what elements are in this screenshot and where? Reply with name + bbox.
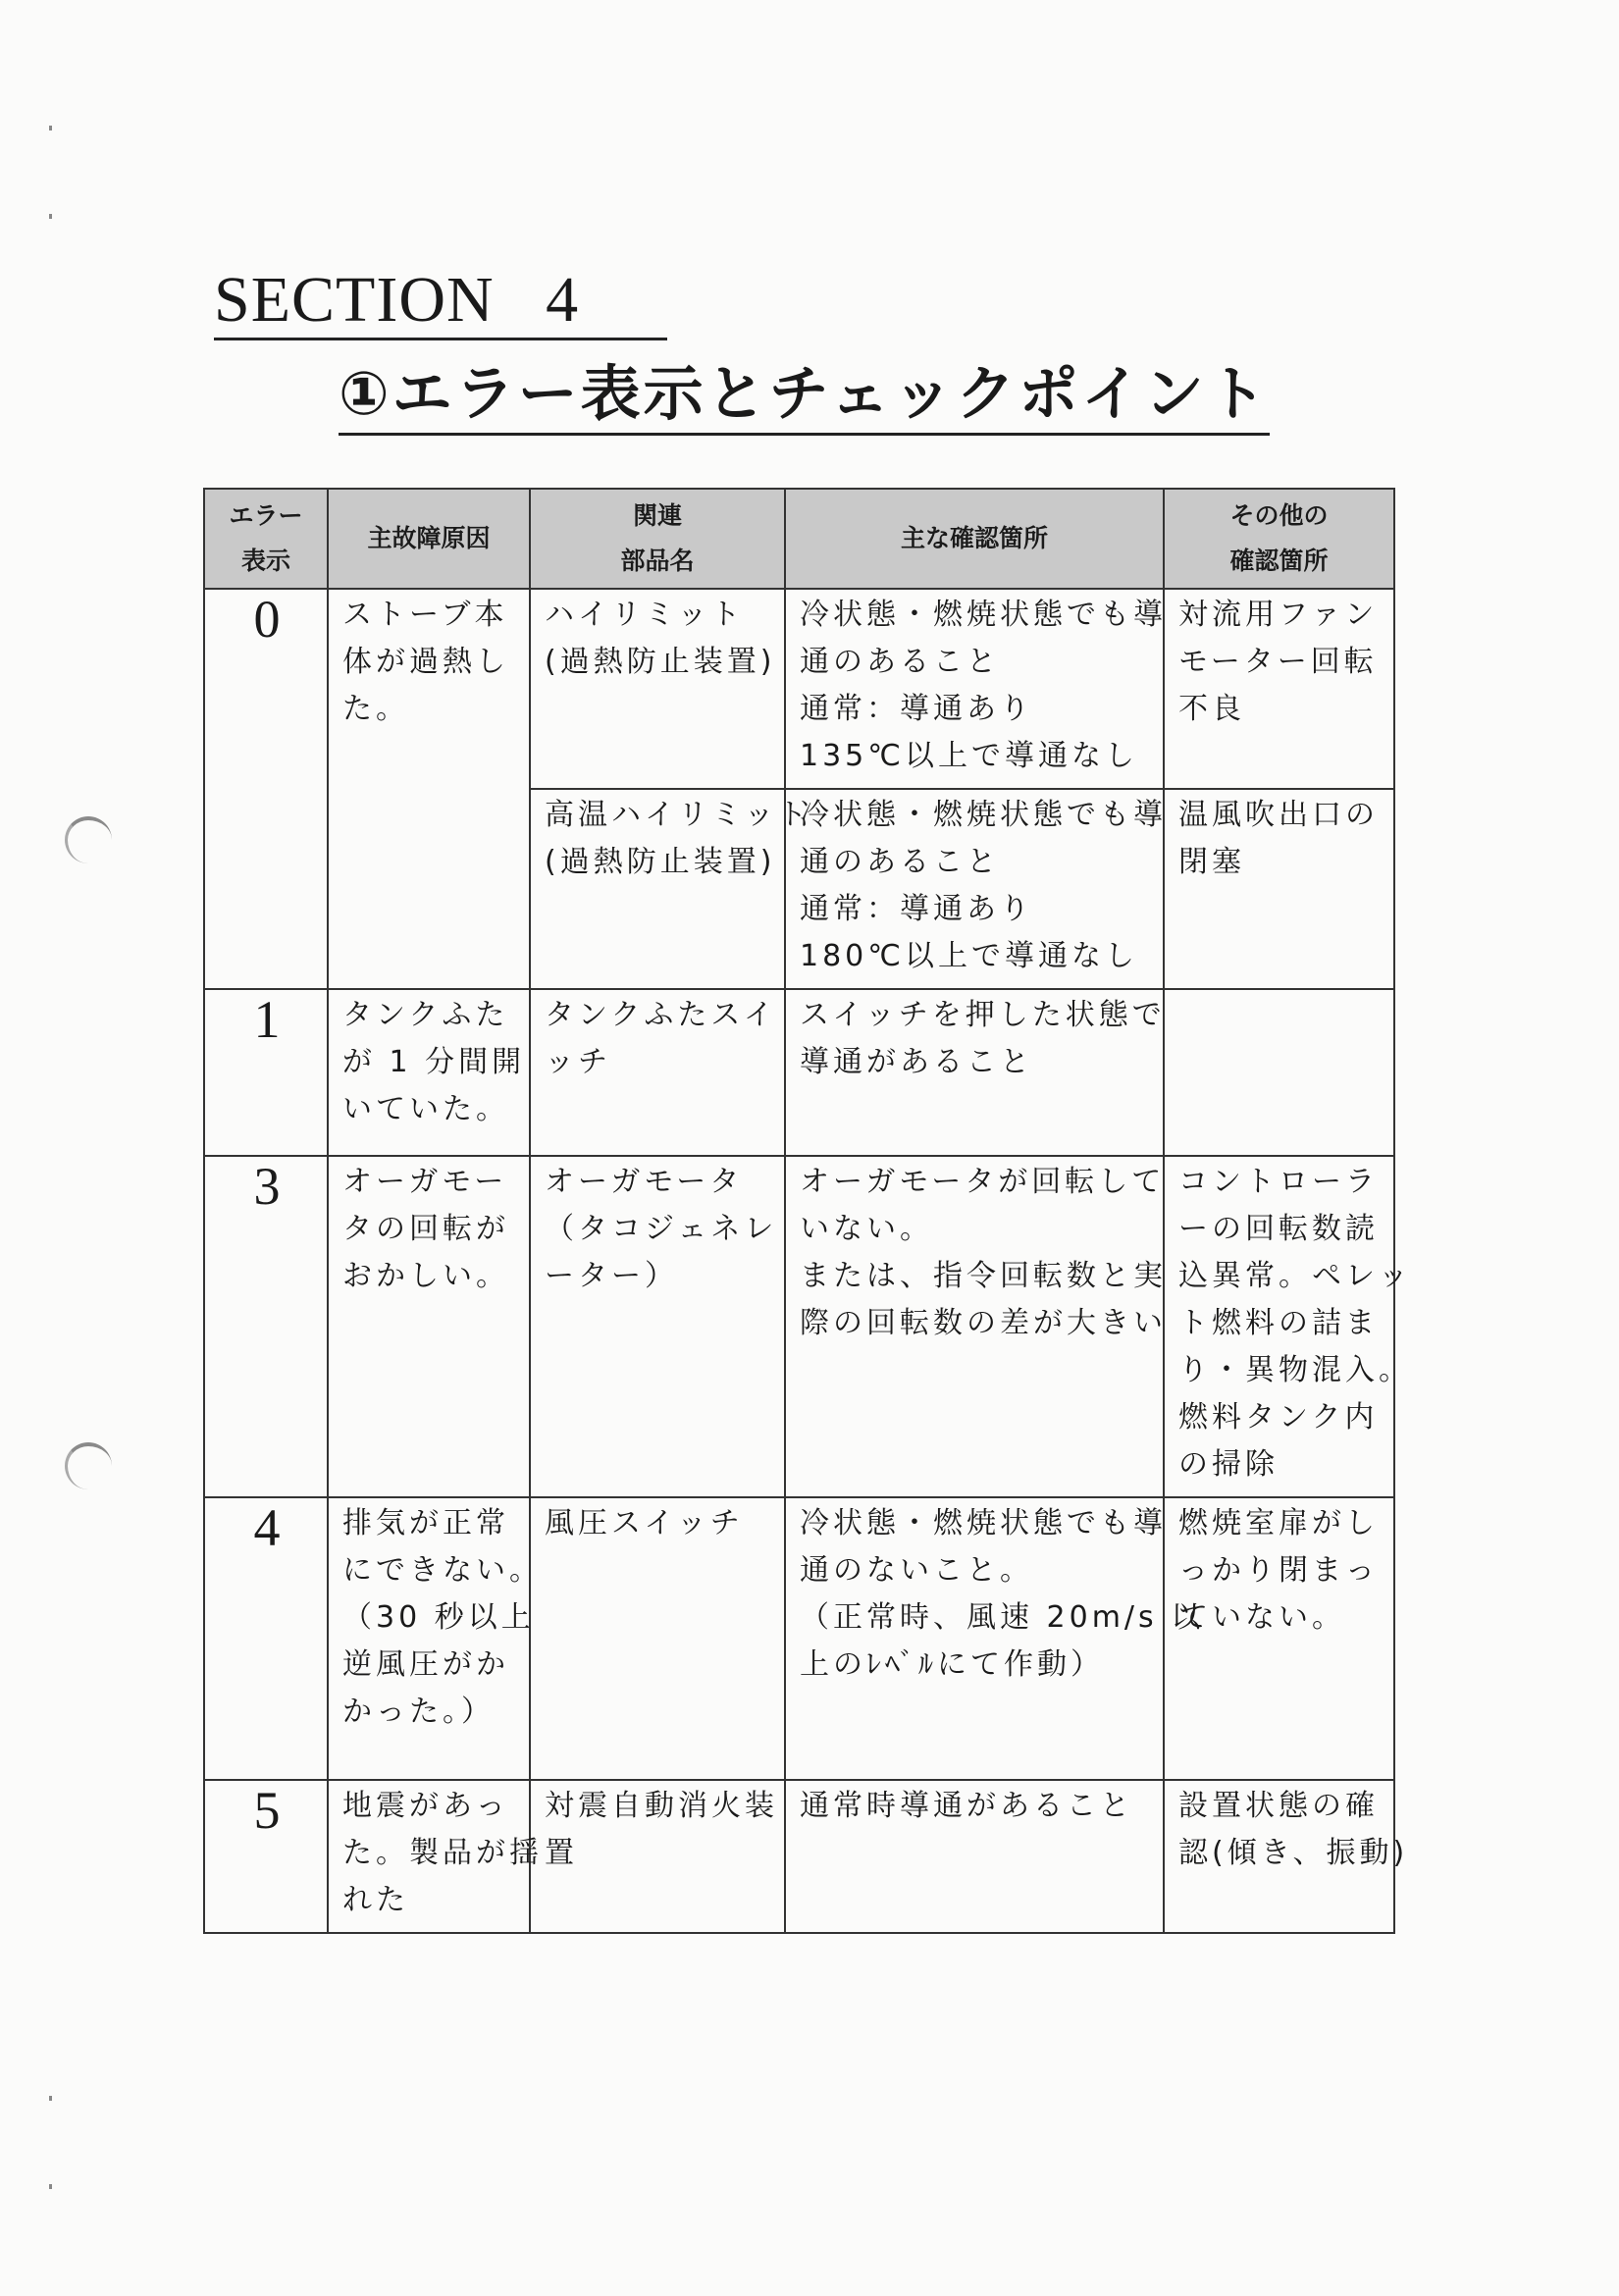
check-cell — [785, 989, 1164, 1156]
cell-line: ーの回転数読 — [1178, 1212, 1379, 1246]
cell-line: ストーブ本 — [342, 598, 508, 632]
cell-line: その他の — [1229, 501, 1329, 530]
cell-line: 閉塞 — [1178, 845, 1245, 879]
cell-line: 排気が正常 — [342, 1506, 509, 1540]
cell-line: 通のないこと。 — [800, 1553, 1033, 1588]
scan-speck — [49, 126, 52, 130]
cause-cell — [328, 1497, 543, 1780]
header-error-code — [204, 489, 328, 589]
section-heading: SECTION 4 — [214, 265, 667, 340]
cell-line: タンクふたスイ — [545, 998, 777, 1032]
cell-line: 冷状態・燃焼状態でも導 — [800, 1506, 1167, 1540]
check-cell — [785, 589, 1167, 789]
cell-line: オーガモー — [342, 1165, 508, 1199]
cell-line: 通常時導通があること — [800, 1789, 1133, 1823]
cell-line: にできない。 — [342, 1553, 543, 1588]
cell-line: 設置状態の確 — [1178, 1789, 1379, 1823]
cell-line: 主故障原因 — [367, 524, 491, 552]
cell-line: り・異物混入。 — [1178, 1353, 1412, 1387]
scan-speck — [49, 214, 52, 219]
other-check-cell — [1164, 1497, 1394, 1780]
cell-line: ッチ — [545, 1045, 611, 1079]
cell-line: いない。 — [800, 1212, 933, 1246]
cell-line: 135℃以上で導通なし — [800, 739, 1138, 773]
cell-line: 際の回転数の差が大きい — [800, 1306, 1167, 1340]
cell-line: 通のあること — [800, 845, 1000, 879]
cell-line: 高温ハイリミット — [545, 798, 811, 832]
cell-line: ハイリミット — [545, 598, 745, 632]
cell-line: ーター） — [545, 1259, 678, 1293]
cell-line: っかり閉まっ — [1178, 1553, 1379, 1588]
cell-line: 通のあること — [800, 645, 1000, 679]
check-cell — [785, 1780, 1164, 1933]
check-cell — [785, 1497, 1205, 1780]
error-table — [203, 488, 1412, 1934]
other-check-cell — [1164, 589, 1394, 789]
cell-line: 確認箇所 — [1229, 547, 1329, 575]
cause-cell — [328, 1780, 543, 1933]
scan-speck — [49, 2184, 52, 2189]
cell-line: （正常時、風速 20m/s 以 — [800, 1600, 1205, 1635]
cell-line: かった。） — [342, 1695, 495, 1729]
cell-line: タの回転が — [342, 1212, 509, 1246]
page-title: ①エラー表示とチェックポイント — [339, 358, 1270, 436]
cell-line: た。 — [342, 692, 409, 726]
other-check-cell — [1164, 789, 1394, 989]
part-cell — [530, 1156, 785, 1497]
cell-line: いていた。 — [342, 1092, 509, 1126]
header-parts — [530, 489, 785, 589]
part-cell — [530, 1780, 785, 1933]
header-other — [1164, 489, 1394, 589]
cell-line: 地震があっ — [342, 1789, 509, 1823]
part-cell — [530, 989, 785, 1156]
cell-line: 体が過熱し — [342, 645, 509, 679]
cell-line: 逆風圧がか — [342, 1647, 509, 1682]
cell-line: モーター回転 — [1178, 645, 1378, 679]
cause-cell — [328, 589, 530, 989]
cell-line: (過熱防止装置) — [545, 845, 776, 879]
cell-line: ト燃料の詰ま — [1178, 1306, 1379, 1340]
cell-line: 不良 — [1178, 692, 1245, 726]
other-check-cell — [1164, 989, 1394, 1156]
cell-line: おかしい。 — [342, 1259, 509, 1293]
cell-line: が 1 分間開 — [342, 1045, 526, 1079]
part-cell — [530, 589, 785, 789]
error-code-cell: 3 — [204, 1156, 328, 1497]
binder-hole — [65, 816, 112, 863]
binder-hole — [65, 1442, 112, 1489]
cell-line: スイッチを押した状態で — [800, 998, 1166, 1032]
cell-line: オーガモータが回転して — [800, 1165, 1166, 1199]
cell-line: 関連 — [632, 501, 682, 530]
table-header-row — [204, 489, 1394, 589]
check-cell — [785, 1156, 1167, 1497]
cell-line: ていない。 — [1178, 1600, 1345, 1635]
cell-line: 対流用ファン — [1178, 598, 1379, 632]
cell-line: 風圧スイッチ — [545, 1506, 744, 1540]
cell-line: エラー — [229, 501, 303, 530]
cell-line: 通常：導通あり — [800, 892, 1033, 926]
error-code-cell: 0 — [204, 589, 328, 989]
error-code-cell: 5 — [204, 1780, 328, 1933]
cell-line: （30 秒以上 — [342, 1600, 535, 1635]
table-row — [204, 1780, 1394, 1933]
cell-line: 温風吹出口の — [1178, 798, 1379, 832]
cell-line: た。製品が揺 — [342, 1836, 543, 1870]
error-code-cell: 4 — [204, 1497, 328, 1780]
cell-line: 冷状態・燃焼状態でも導 — [800, 598, 1167, 632]
cell-line: れた — [342, 1883, 409, 1917]
cell-line: (過熱防止装置) — [545, 645, 776, 679]
cell-line: （タコジェネレ — [545, 1212, 778, 1246]
table-row — [204, 1156, 1394, 1497]
table-row — [204, 1497, 1394, 1780]
cell-line: 対震自動消火装 — [545, 1789, 778, 1823]
part-cell — [530, 789, 811, 989]
cell-line: の掃除 — [1178, 1447, 1279, 1482]
cell-line: 認(傾き、振動) — [1178, 1836, 1409, 1870]
cell-line: 導通があること — [800, 1045, 1033, 1079]
error-code-cell: 1 — [204, 989, 328, 1156]
header-check — [785, 489, 1164, 589]
cell-line: 通常：導通あり — [800, 692, 1033, 726]
cell-line: 表示 — [240, 547, 290, 575]
header-cause — [328, 489, 530, 589]
scan-speck — [49, 2096, 52, 2101]
check-cell — [785, 789, 1167, 989]
cause-cell — [328, 989, 530, 1156]
cell-line: オーガモータ — [545, 1165, 744, 1199]
cause-cell — [328, 1156, 530, 1497]
other-check-cell — [1164, 1780, 1409, 1933]
cell-line: 主な確認箇所 — [900, 524, 1048, 552]
cell-line: 置 — [545, 1836, 578, 1870]
part-cell — [530, 1497, 785, 1780]
cell-line: 込異常。ペレッ — [1178, 1259, 1412, 1293]
cell-line: 燃料タンク内 — [1178, 1400, 1379, 1435]
cell-line: 冷状態・燃焼状態でも導 — [800, 798, 1167, 832]
cell-line: コントローラ — [1178, 1165, 1379, 1199]
table-row — [204, 589, 1394, 789]
table-row — [204, 989, 1394, 1156]
cell-line: または、指令回転数と実 — [800, 1259, 1167, 1293]
cell-line: 燃焼室扉がし — [1178, 1506, 1379, 1540]
cell-line: 部品名 — [620, 547, 695, 575]
cell-line: タンクふた — [342, 998, 509, 1032]
cell-line: 上のﾚﾍﾞﾙにて作動） — [800, 1647, 1104, 1682]
other-check-cell — [1164, 1156, 1412, 1497]
cell-line: 180℃以上で導通なし — [800, 939, 1138, 973]
